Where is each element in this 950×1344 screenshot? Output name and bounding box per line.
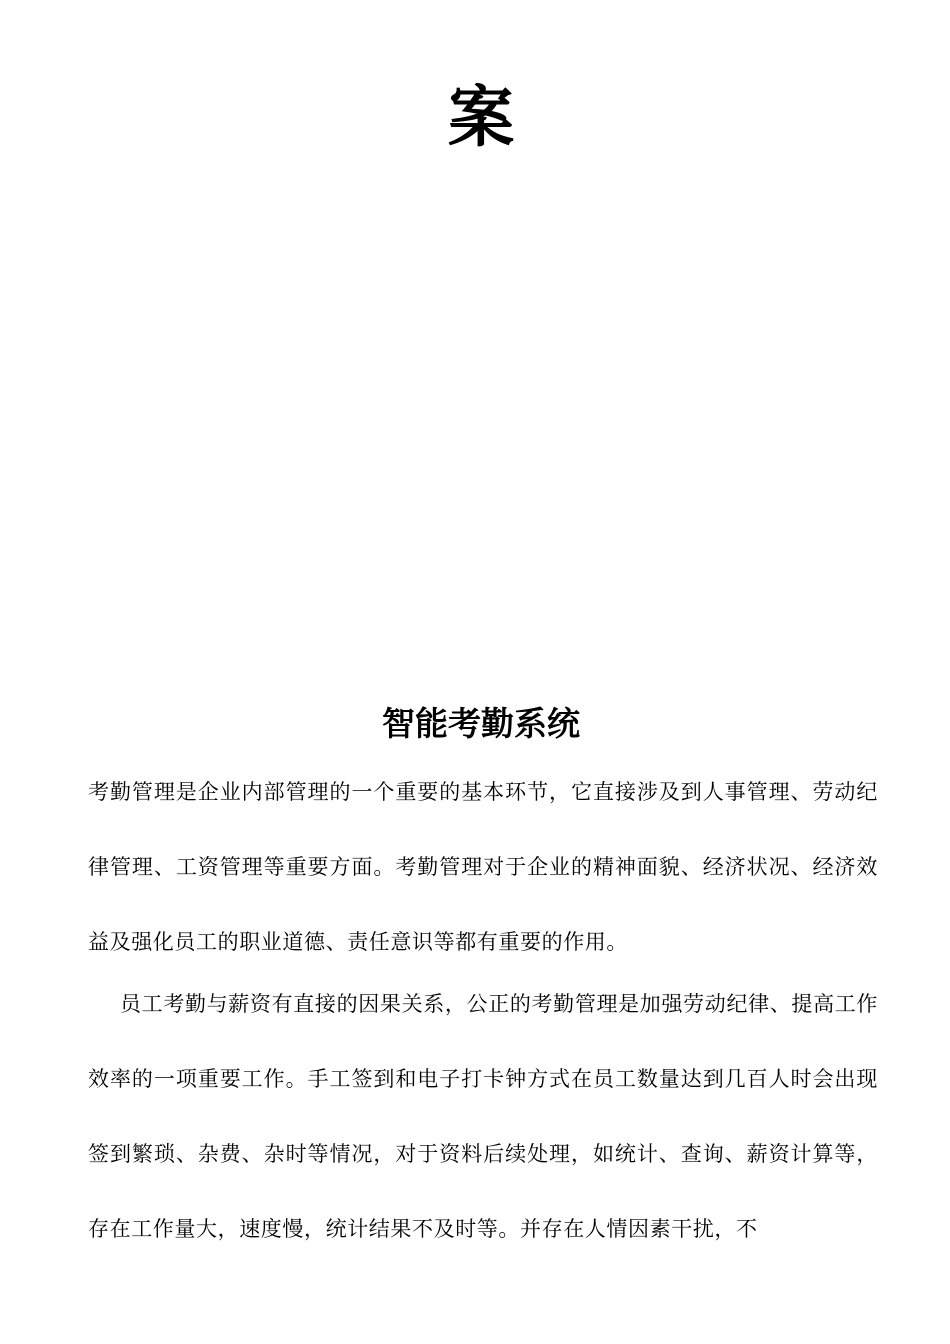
- paragraph-intro: 考勤管理是企业内部管理的一个重要的基本环节，它直接涉及到人事管理、劳动纪律管理、工资管理等重要方面。考勤管理对于企业的精神面貌、经济状况、经济效益及强化员工的职业道德、责任意识等都有重要的作用。: [88, 780, 878, 954]
- paragraph-attendance-salary: 员工考勤与薪资有直接的因果关系，公正的考勤管理是加强劳动纪律、提高工作效率的一项重要工作。手工签到和电子打卡钟方式在员工数量达到几百人时会出现签到繁琐、杂费、杂时等情况，对于资料后续处理，如统计、查询、薪资计算等，存在工作量大，速度慢，统计结果不及时等。并存在人情因素干扰，不: [88, 992, 878, 1241]
- cover-title-fragment: 案: [448, 79, 514, 156]
- document-title: 智能考勤系统: [382, 704, 580, 743]
